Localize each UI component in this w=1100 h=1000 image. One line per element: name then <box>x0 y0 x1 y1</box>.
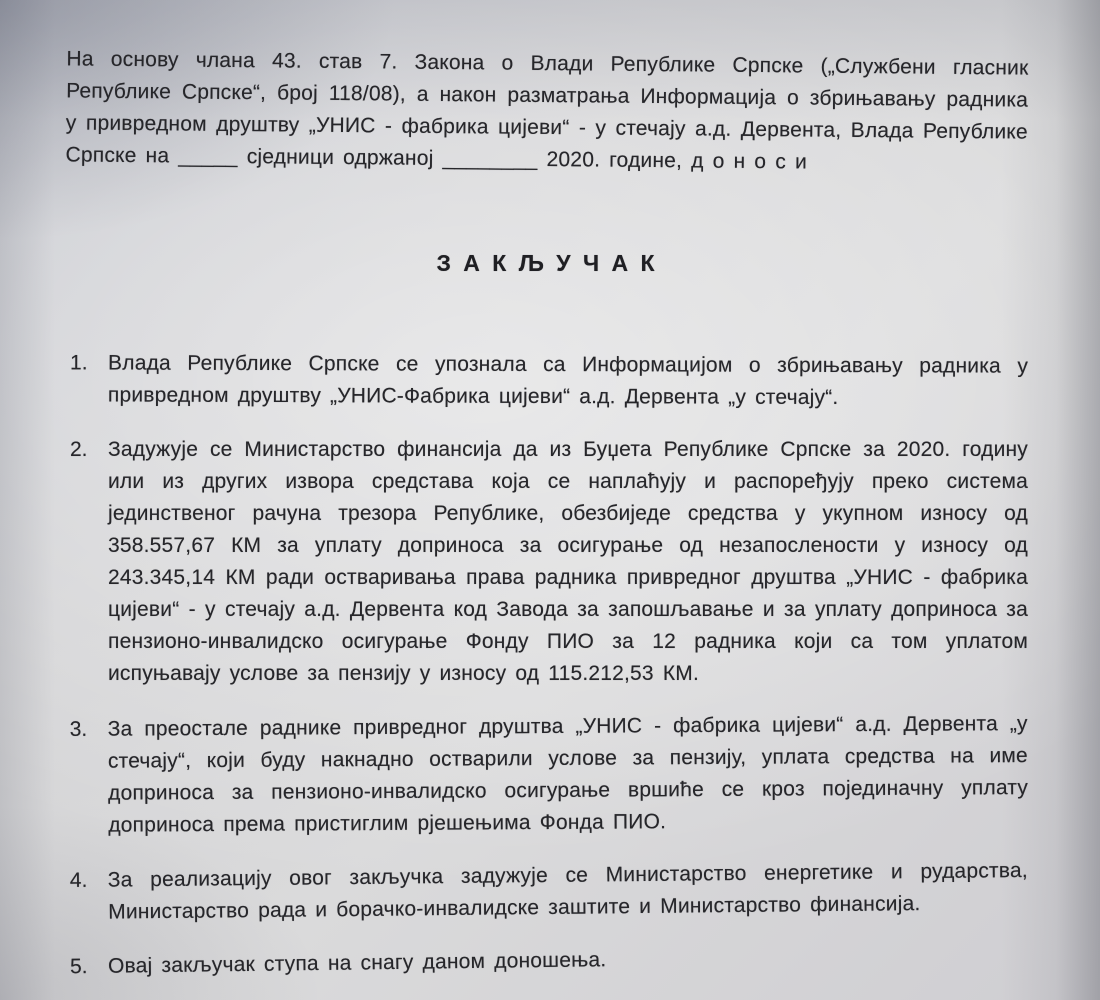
list-item <box>66 434 1028 690</box>
list-item <box>66 939 1028 984</box>
item-text: Влада Републике Српске се упознала са Информацијом о збрињавању радника у привредном друштву „УНИС-Фабрика цијеви“ а.д. Дервента „у стечају“. <box>107 351 1029 410</box>
item-number: 5. <box>69 955 88 979</box>
item-number: 4. <box>69 868 88 892</box>
item-text: За преостале раднике привредног друштва „УНИС - фабрика цијеви“ а.д. Дервента „у стечају“, који буду накнадно остварили услове за пензију, уплата средства на име доприноса за пензионо-инвалидско осигурање вршиће се кроз појединачну уплату доприноса према пристиглим рјешењима Фонда ПИО. <box>107 712 1029 837</box>
item-text: За реализацију овог закључка задужује се Министарство енергетике и рударства, Министарство рада и борачко-инвалидске заштите и Министарство финансија. <box>107 858 1028 924</box>
document-title: З А К Љ У Ч А К <box>436 250 658 276</box>
intro-paragraph: На основу члана 43. став 7. Закона о Влади Републике Српске („Службени гласник Републике Српске“, број 118/08), а након разматрања Информација о збрињавању радника у привредном друштву „УНИС - фабрика цијеви“ - у стечају а.д. Дервента, Влада Републике Српске на _____ сједници одржаној ________ 2020. године, д о н о с и <box>65 47 1029 174</box>
item-number: 2. <box>70 438 88 461</box>
item-text: Задужује се Министарство финансија да из Буџета Републике Српске за 2020. годину или из других извора средстава која се наплаћују и распоређују преко система јединственог рачуна трезора Републике, обезбиједе средства у укупном износу од 358.557,67 КМ за уплату доприноса за осигурање од незапослености у износу од 243.345,14 КМ ради остваривања права радника привредног друштва „УНИС - фабрика цијеви“ - у стечају а.д. Дервента код Завода за запошљавање и за уплату доприноса за пензионо-инвалидско осигурање Фонду ПИО за 12 радника који са том уплатом испуњавају услове за пензију у износу од 115.212,53 КМ. <box>108 438 1028 685</box>
item-number: 1. <box>70 351 88 375</box>
list-item <box>66 347 1028 414</box>
list-item <box>66 855 1029 929</box>
item-number: 3. <box>69 717 88 741</box>
conclusion-items-list <box>66 349 1028 977</box>
item-text: Овај закључак ступа на снагу даном доношења. <box>107 948 607 978</box>
list-item <box>66 708 1029 842</box>
